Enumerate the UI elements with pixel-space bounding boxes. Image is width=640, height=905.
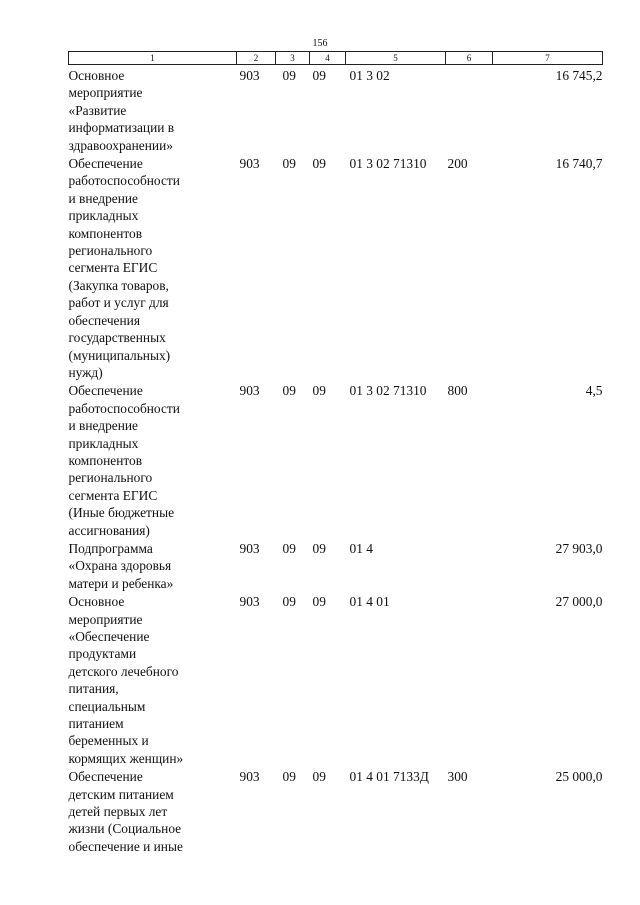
description-line: сегмента ЕГИС	[68, 487, 158, 503]
description-cell	[69, 592, 237, 767]
page-number: 156	[312, 38, 328, 49]
description-line: и внедрение	[68, 418, 138, 434]
expense-type-cell	[446, 65, 493, 155]
table-row	[69, 539, 603, 592]
description-line: мероприятие	[68, 85, 143, 101]
admin-code-cell: 903	[239, 383, 260, 399]
description-line: (муниципальных)	[68, 347, 171, 363]
description-line: «Охрана здоровья	[68, 558, 172, 574]
subsection-cell: 09	[312, 594, 326, 610]
description-line: мероприятие	[68, 611, 143, 627]
description-line: (Иные бюджетные	[68, 505, 175, 521]
description-line: «Развитие	[68, 102, 127, 118]
amount-cell: 4,5	[585, 383, 603, 399]
description-line: питания,	[68, 681, 119, 697]
description-line: беременных и	[68, 733, 149, 749]
target-article-cell: 01 3 02 71310	[349, 383, 427, 399]
description-line: специальным	[68, 698, 146, 714]
description-line: компонентов	[68, 225, 143, 241]
amount-cell: 27 000,0	[555, 594, 603, 610]
description-line: Обеспечение	[68, 383, 143, 399]
expense-type-cell: 300	[447, 769, 468, 785]
subsection-cell: 09	[312, 383, 326, 399]
amount-cell: 25 000,0	[555, 769, 603, 785]
description-line: детского лечебного	[68, 663, 179, 679]
section-cell: 09	[282, 383, 296, 399]
description-line: государственных	[68, 330, 166, 346]
table-row	[69, 154, 603, 381]
admin-code-cell: 903	[239, 594, 260, 610]
description-line: матери и ребенка»	[68, 575, 174, 591]
description-line: Основное	[68, 594, 125, 610]
description-line: обеспечение и иные	[68, 838, 183, 854]
description-line: компонентов	[68, 452, 143, 468]
section-cell: 09	[282, 68, 296, 83]
expense-type-cell: 800	[447, 383, 468, 399]
description-line: детей первых лет	[68, 804, 168, 820]
table-row	[69, 65, 603, 155]
table-header-row	[69, 52, 603, 65]
description-line: продуктами	[68, 646, 137, 662]
description-line: Подпрограмма	[68, 540, 153, 556]
amount-cell: 27 903,0	[555, 540, 603, 556]
column-header-3: 3	[276, 52, 310, 65]
column-header-6: 6	[446, 52, 493, 65]
description-line: Основное	[68, 68, 125, 83]
subsection-cell: 09	[312, 68, 326, 83]
description-line: Обеспечение	[68, 769, 143, 785]
description-line: жизни (Социальное	[68, 821, 182, 837]
description-line: информатизации в	[68, 120, 175, 136]
description-line: Обеспечение	[68, 156, 143, 172]
target-article-cell: 01 4 01 7133Д	[349, 769, 429, 785]
admin-code-cell: 903	[239, 540, 260, 556]
section-cell: 09	[282, 769, 296, 785]
description-line: «Обеспечение	[68, 629, 150, 644]
column-header-7: 7	[493, 52, 603, 65]
admin-code-cell: 903	[239, 156, 260, 172]
column-header-5: 5	[346, 52, 446, 65]
description-line: регионального	[68, 243, 153, 259]
description-cell	[69, 539, 237, 592]
description-line: (Закупка товаров,	[68, 277, 169, 293]
description-line: здравоохранении»	[68, 137, 173, 153]
description-cell	[69, 381, 237, 539]
amount-cell: 16 745,2	[555, 68, 603, 83]
target-article-cell: 01 3 02 71310	[349, 156, 427, 172]
description-line: обеспечения	[68, 312, 140, 328]
column-header-4: 4	[310, 52, 346, 65]
description-cell	[69, 65, 237, 155]
description-line: и внедрение	[68, 190, 138, 206]
subsection-cell: 09	[312, 156, 326, 172]
description-line: ассигнования)	[68, 522, 150, 538]
table-row	[69, 381, 603, 539]
expense-type-cell	[446, 592, 493, 767]
table-row	[69, 592, 603, 767]
target-article-cell: 01 4	[349, 540, 373, 556]
subsection-cell: 09	[312, 769, 326, 785]
budget-table	[68, 51, 603, 855]
section-cell: 09	[282, 594, 296, 610]
description-cell	[69, 767, 237, 855]
expense-type-cell: 200	[447, 156, 468, 172]
description-line: нужд)	[68, 364, 103, 380]
column-header-2: 2	[237, 52, 276, 65]
description-cell	[69, 154, 237, 381]
admin-code-cell: 903	[239, 769, 260, 785]
description-line: работоспособности	[68, 173, 180, 189]
description-line: прикладных	[68, 208, 139, 224]
table-row	[69, 767, 603, 855]
description-line: работоспособности	[68, 400, 180, 416]
description-line: прикладных	[68, 435, 139, 451]
subsection-cell: 09	[312, 540, 326, 556]
table-body	[69, 65, 603, 856]
description-line: регионального	[68, 470, 153, 486]
target-article-cell: 01 3 02	[349, 68, 390, 83]
section-cell: 09	[282, 156, 296, 172]
admin-code-cell: 903	[239, 68, 260, 83]
amount-cell: 16 740,7	[555, 156, 603, 172]
expense-type-cell	[446, 539, 493, 592]
description-line: питанием	[68, 716, 124, 732]
description-line: кормящих женщин»	[68, 750, 184, 766]
description-line: сегмента ЕГИС	[68, 260, 158, 276]
description-line: работ и услуг для	[68, 295, 169, 311]
section-cell: 09	[282, 540, 296, 556]
description-line: детским питанием	[68, 786, 174, 802]
column-header-1: 1	[69, 52, 237, 65]
target-article-cell: 01 4 01	[349, 594, 390, 610]
